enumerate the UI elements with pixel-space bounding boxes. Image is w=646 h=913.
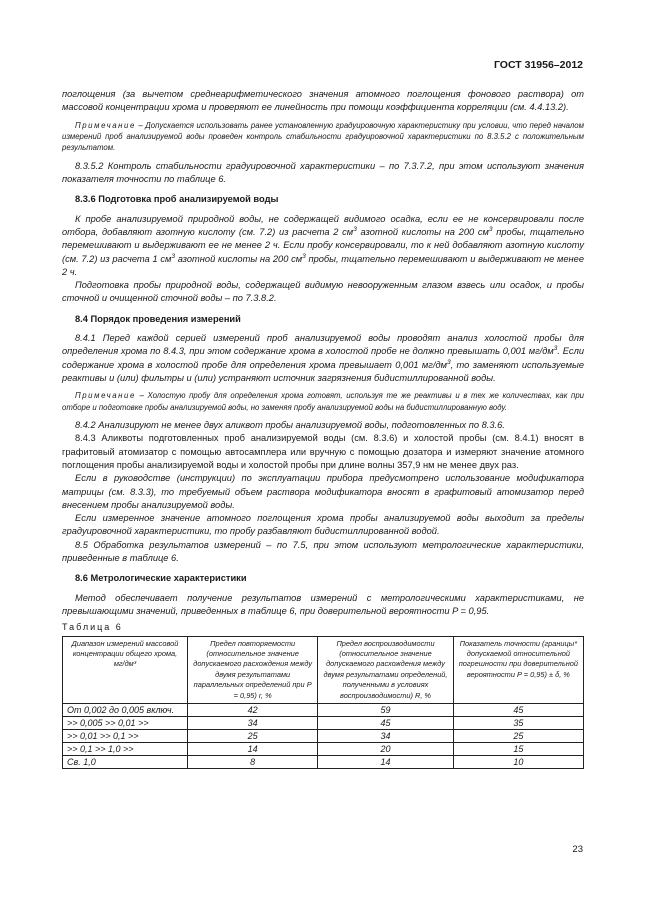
paragraph: Если в руководстве (инструкции) по эксплуатации прибора предусмотрено использование модификатора матрицы (см. 8.3.3), то требуемый объем раствора модификатора вносят в графитовый атомизатор перед внесением пробы анализируемой воды. <box>62 473 584 510</box>
superscript: 3 <box>446 358 451 366</box>
note-text: – Допускается использовать ранее установленную градуировочную характеристику при условии, что перед началом измерений проб анализируемой воды проведен контроль стабильности градуировочной характеристики по 8.3.5.2 с положительным результатом. <box>62 120 584 153</box>
text-run: . Если содержание хрома в холостой пробе для определения хрома превышает 0,001 мг/дм <box>62 346 584 370</box>
table-cell: Св. 1,0 <box>63 755 188 768</box>
table-caption: Таблица 6 <box>62 622 123 633</box>
paragraph: 8.4.2 Анализируют не менее двух аликвот пробы анализируемой воды, подготовленных по 8.3.6. <box>75 420 505 431</box>
table-row <box>63 716 584 729</box>
note-text: – Холостую пробу для определения хрома готовят, используя те же реактивы и в тех же количествах, как при отборе и подготовке пробы анализируемой воды, но заменяя пробу анализируемой воды на бидистиллированную воду. <box>62 391 584 412</box>
paragraph: Если измеренное значение атомного поглощения хрома пробы анализируемой воды выходит за пределы градуировочной характеристики, то пробу разбавляют бидистиллированной водой. <box>62 513 584 537</box>
column-header: Предел воспроизводимости (относительное значение допускаемого расхождения между двумя результатами определений, полученными в условиях воспроизводимости) R, % <box>318 636 453 703</box>
superscript: 3 <box>302 252 306 260</box>
text-run: пробы, тщательно перемешивают и выдерживают ее не менее 2 ч. Если пробу консервировали, то к ней добавляют азотную кислоту (см. 7.2) из расчета 1 см <box>62 227 585 264</box>
table-cell: 45 <box>453 703 583 716</box>
note <box>62 390 584 413</box>
paragraph: Подготовка пробы природной воды, содержащей видимую невооруженным глазом взвесь или осадок, и пробы сточной и очищенной сточной воды – по 7.3.8.2. <box>62 280 584 304</box>
table-cell: 8 <box>188 755 318 768</box>
paragraph: 8.3.5.2 Контроль стабильности градуировочной характеристики – по 7.3.7.2, при этом используют значения показателя точности по таблице 6. <box>62 160 584 185</box>
table-cell: 42 <box>188 703 318 716</box>
table-cell: 15 <box>453 742 583 755</box>
table-cell: 20 <box>318 742 453 755</box>
paragraph: 8.5 Обработка результатов измерений – по 7.5, при этом используют метрологические характеристики, приведенные в таблице 6. <box>62 539 584 564</box>
table-row <box>63 742 584 755</box>
table-row <box>63 755 584 768</box>
column-header: Диапазон измерений массовой концентрации общего хрома, мг/дм³ <box>63 636 188 703</box>
table-header-row <box>63 636 584 703</box>
table-cell: 59 <box>318 703 453 716</box>
text-run: , то заменяют используемые реактивы и (или) фильтры и (или) устраняют источник загрязнения бидистиллированной воды. <box>62 359 584 383</box>
page-content <box>62 88 584 769</box>
paragraph <box>62 332 584 385</box>
section-heading: 8.3.6 Подготовка проб анализируемой воды <box>75 194 279 205</box>
paragraph: поглощения (за вычетом среднеарифметического значения атомного поглощения фонового раствора) от массовой концентрации хрома и проверяют ее линейность при помощи коэффициента корреляции (см. 4.4.13.2). <box>62 89 584 113</box>
table-row <box>63 703 584 716</box>
table-cell: 14 <box>318 755 453 768</box>
superscript: 3 <box>553 345 558 353</box>
table-cell: 14 <box>188 742 318 755</box>
section-heading: 8.6 Метрологические характеристики <box>75 573 247 584</box>
paragraph <box>62 213 584 279</box>
text-run: азотной кислоты на 200 см <box>356 227 489 237</box>
superscript: 3 <box>488 225 493 233</box>
page-number: 23 <box>572 844 583 855</box>
text-run: К пробе анализируемой природной воды, не содержащей видимого осадка, если ее не консервировали после отбора, добавляют азотную кислоту (см. 7.2) из расчета 2 см <box>62 213 584 237</box>
table-cell: 34 <box>188 716 318 729</box>
table-cell: >> 0,005 >> 0,01 >> <box>63 716 188 729</box>
table-cell: 25 <box>453 729 583 742</box>
paragraph: 8.4.3 Аликвоты подготовленных проб анализируемой воды (см. 8.3.6) и холостой пробы (см. 8.4.1) вносят в графитовый атомизатор с помощью автосамплера или вручную с помощью дозатора и измеряют значение атомного поглощения пробы анализируемой воды и холостой пробы при длине волны 357,9 нм не менее двух раз. <box>62 433 584 470</box>
section-heading: 8.4 Порядок проведения измерений <box>75 313 241 324</box>
metrology-table <box>62 636 584 769</box>
table-row <box>63 729 584 742</box>
document-id: ГОСТ 31956–2012 <box>493 59 583 71</box>
table-cell: 10 <box>453 755 583 768</box>
text-run: 8.4.1 Перед каждой серией измерений проб анализируемой воды проводят анализ холостой пробы для определения хрома по 8.4.3, при этом содержание хрома в холостой пробе не должно превышать 0,001 мг/дм <box>62 333 584 357</box>
text-run: азотной кислоты на 200 см <box>174 253 303 264</box>
table-cell: 25 <box>188 729 318 742</box>
table-cell: 34 <box>318 729 453 742</box>
table-cell: >> 0,01 >> 0,1 >> <box>63 729 188 742</box>
superscript: 3 <box>171 252 175 260</box>
table-cell: >> 0,1 >> 1,0 >> <box>63 742 188 755</box>
paragraph: Метод обеспечивает получение результатов измерений с метрологическими характеристиками, не превышающими значений, приведенных в таблице 6, при доверительной вероятности P = 0,95. <box>62 592 584 616</box>
note-label: Примечание <box>75 120 136 130</box>
column-header: Показатель точности (границы* допускаемой относительной погрешности при доверительной вероятности P = 0,95) ± δ, % <box>453 636 583 703</box>
superscript: 3 <box>353 225 357 233</box>
text-run: пробы, тщательно перемешивают и выдерживают не менее 2 ч. <box>62 253 584 277</box>
note-label: Примечание <box>75 391 136 401</box>
column-header: Предел повторяемости (относительное значение допускаемого расхождения между двумя результатами параллельных определений при P = 0,95) r, % <box>188 636 318 703</box>
table-cell: 35 <box>453 716 583 729</box>
table-cell: От 0,002 до 0,005 включ. <box>63 703 188 716</box>
table-cell: 45 <box>318 716 453 729</box>
note <box>62 120 584 154</box>
